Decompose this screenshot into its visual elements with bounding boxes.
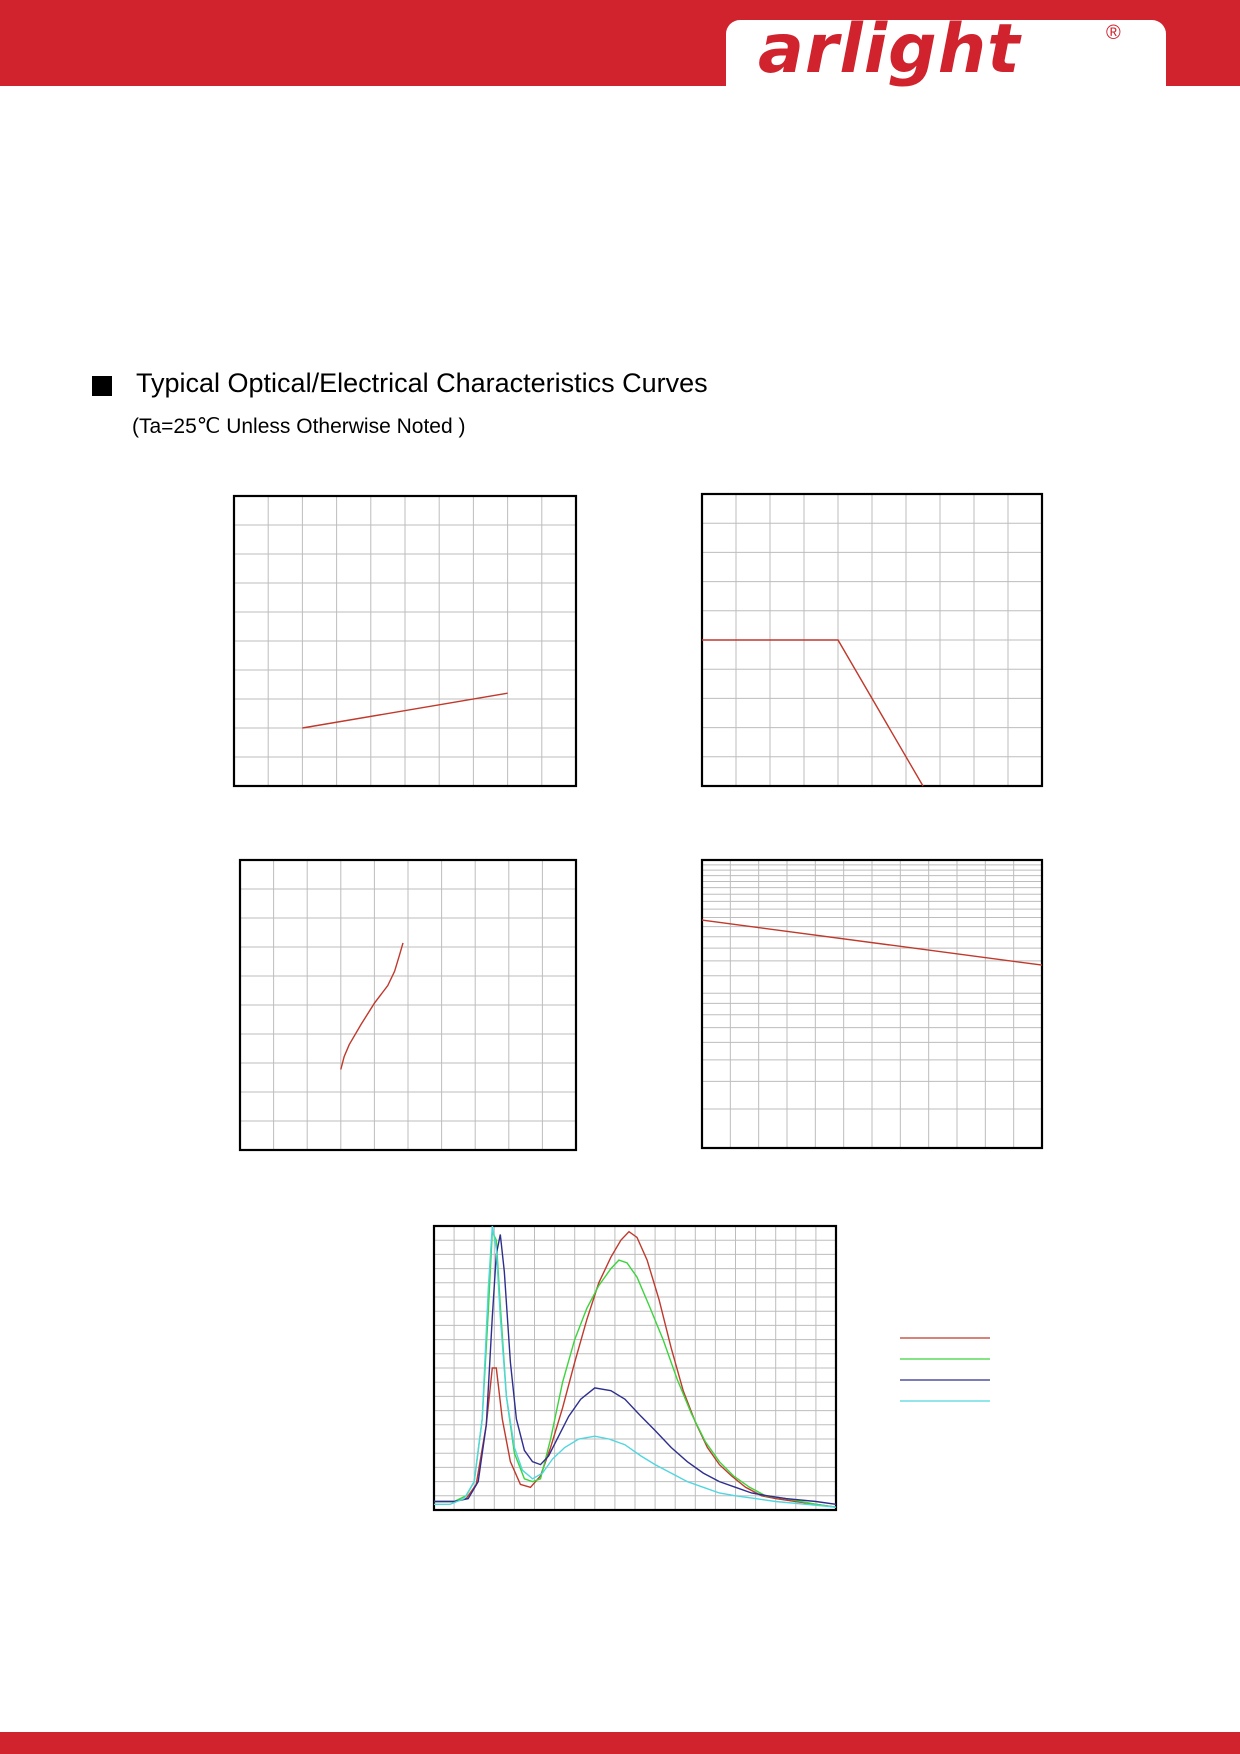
section-subtitle: (Ta=25℃ Unless Otherwise Noted ) <box>132 415 466 438</box>
series-line <box>341 943 403 1070</box>
header-band <box>0 0 1240 89</box>
section-title: Typical Optical/Electrical Characteristics Curves <box>136 368 708 398</box>
grid <box>234 496 576 786</box>
chart-luminous-vs-temp <box>640 832 1070 1196</box>
footer-band <box>0 1732 1240 1754</box>
logo-tab <box>726 10 1166 89</box>
chart-luminous-vs-current <box>160 466 600 836</box>
chart-allowable-current-vs-temp <box>640 466 1070 836</box>
series-line <box>702 640 923 786</box>
chart-current-vs-voltage <box>160 832 600 1196</box>
section-bullet-icon <box>92 376 112 396</box>
grid <box>240 860 576 1150</box>
grid <box>702 860 1042 1148</box>
chart-wavelength <box>360 1198 1100 1570</box>
registered-mark: ® <box>1106 22 1121 44</box>
brand-logo: arlight <box>758 10 1021 89</box>
